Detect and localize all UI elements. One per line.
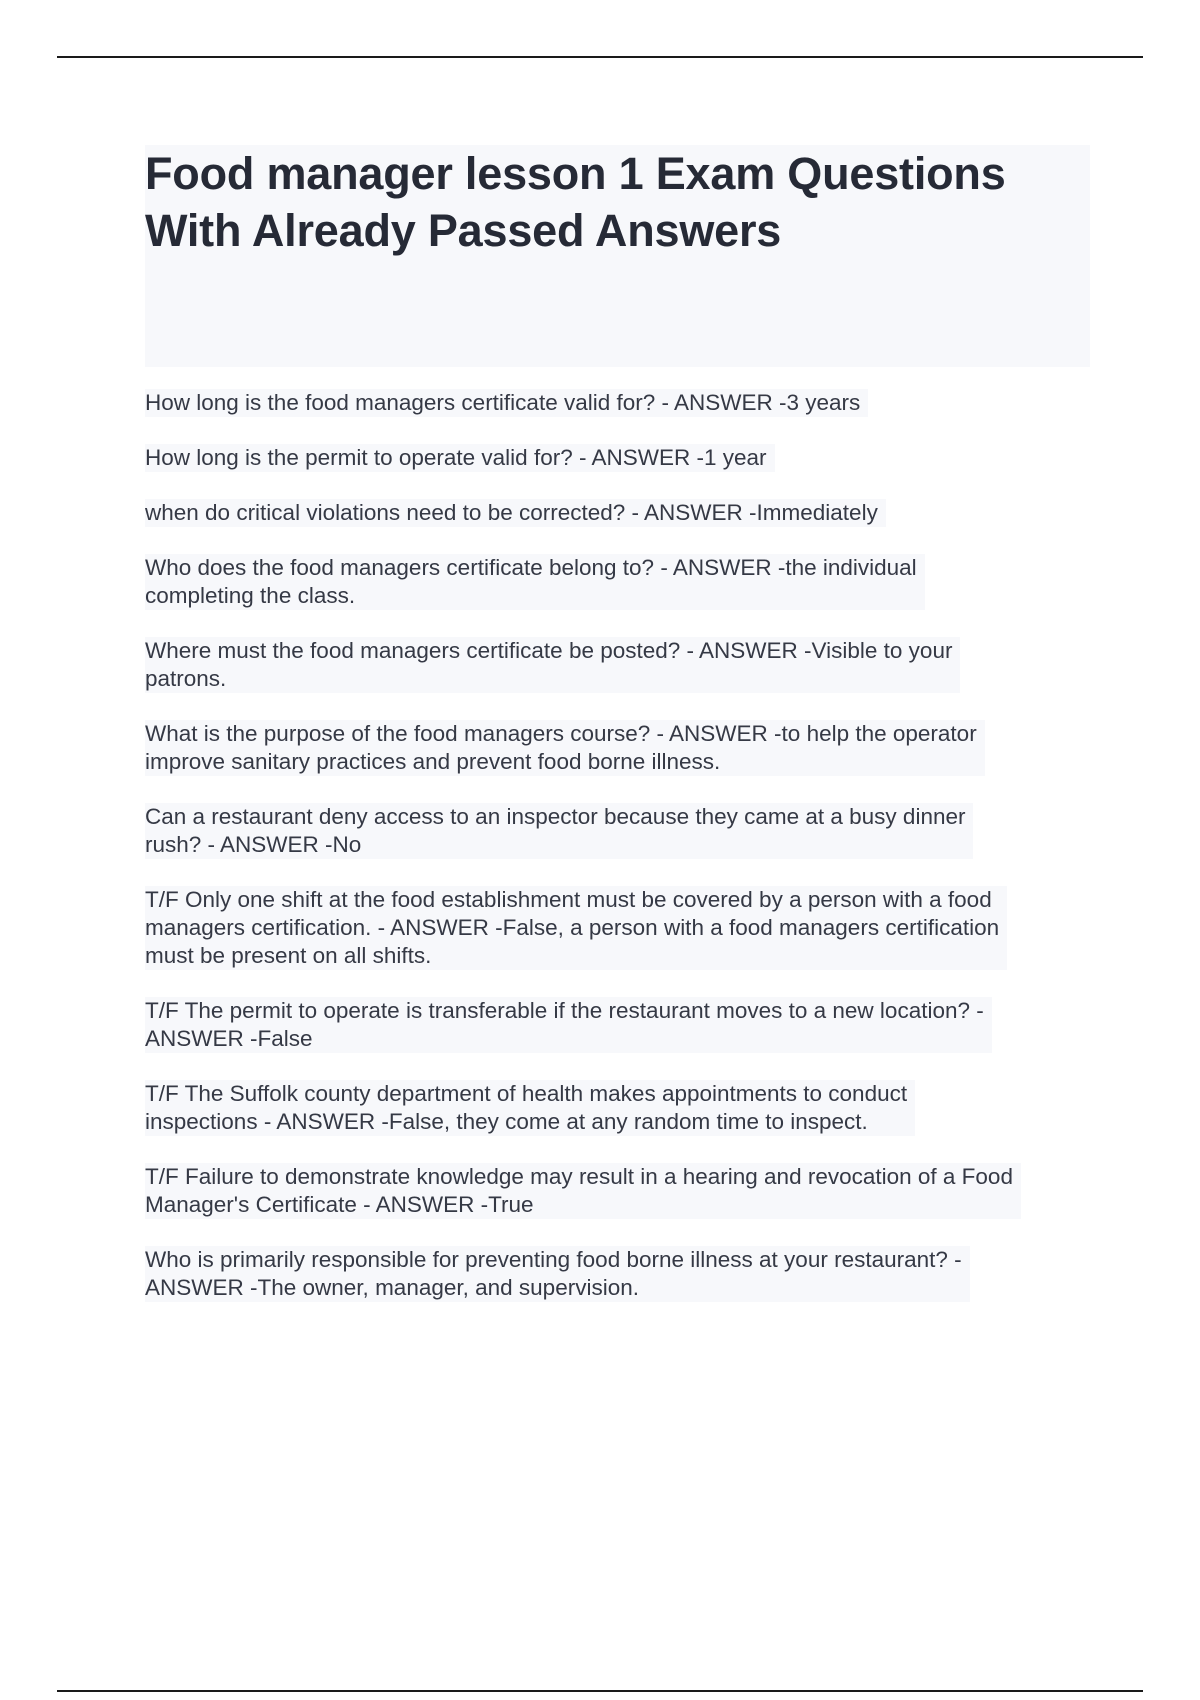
qa-item: Who does the food managers certificate belong to? - ANSWER -the individual completing the class. <box>145 554 925 610</box>
title-block <box>145 145 1090 367</box>
top-rule <box>57 56 1143 58</box>
qa-item: T/F Only one shift at the food establishment must be covered by a person with a food managers certification. - ANSWER -False, a person with a food managers certification must be present on all shifts. <box>145 886 1007 970</box>
qa-item: T/F The permit to operate is transferable if the restaurant moves to a new location? - ANSWER -False <box>145 997 992 1053</box>
qa-item: How long is the food managers certificate valid for? - ANSWER -3 years <box>145 389 868 417</box>
page-title <box>145 145 1090 259</box>
qa-item: Who is primarily responsible for preventing food borne illness at your restaurant? - ANSWER -The owner, manager, and supervision. <box>145 1246 970 1302</box>
qa-item: T/F The Suffolk county department of health makes appointments to conduct inspections - ANSWER -False, they come at any random time to inspect. <box>145 1080 915 1136</box>
title-line-1: Food manager lesson 1 Exam Questions <box>145 148 1006 199</box>
qa-item: What is the purpose of the food managers course? - ANSWER -to help the operator improve sanitary practices and prevent food borne illness. <box>145 720 985 776</box>
qa-item: T/F Failure to demonstrate knowledge may result in a hearing and revocation of a Food Manager's Certificate - ANSWER -True <box>145 1163 1021 1219</box>
qa-item: Can a restaurant deny access to an inspector because they came at a busy dinner rush? - ANSWER -No <box>145 803 973 859</box>
title-line-2: With Already Passed Answers <box>145 205 782 256</box>
qa-item: Where must the food managers certificate be posted? - ANSWER -Visible to your patrons. <box>145 637 960 693</box>
qa-item: when do critical violations need to be corrected? - ANSWER -Immediately <box>145 499 886 527</box>
bottom-rule <box>57 1690 1143 1692</box>
qa-item: How long is the permit to operate valid for? - ANSWER -1 year <box>145 444 775 472</box>
qa-list <box>145 366 1090 1329</box>
